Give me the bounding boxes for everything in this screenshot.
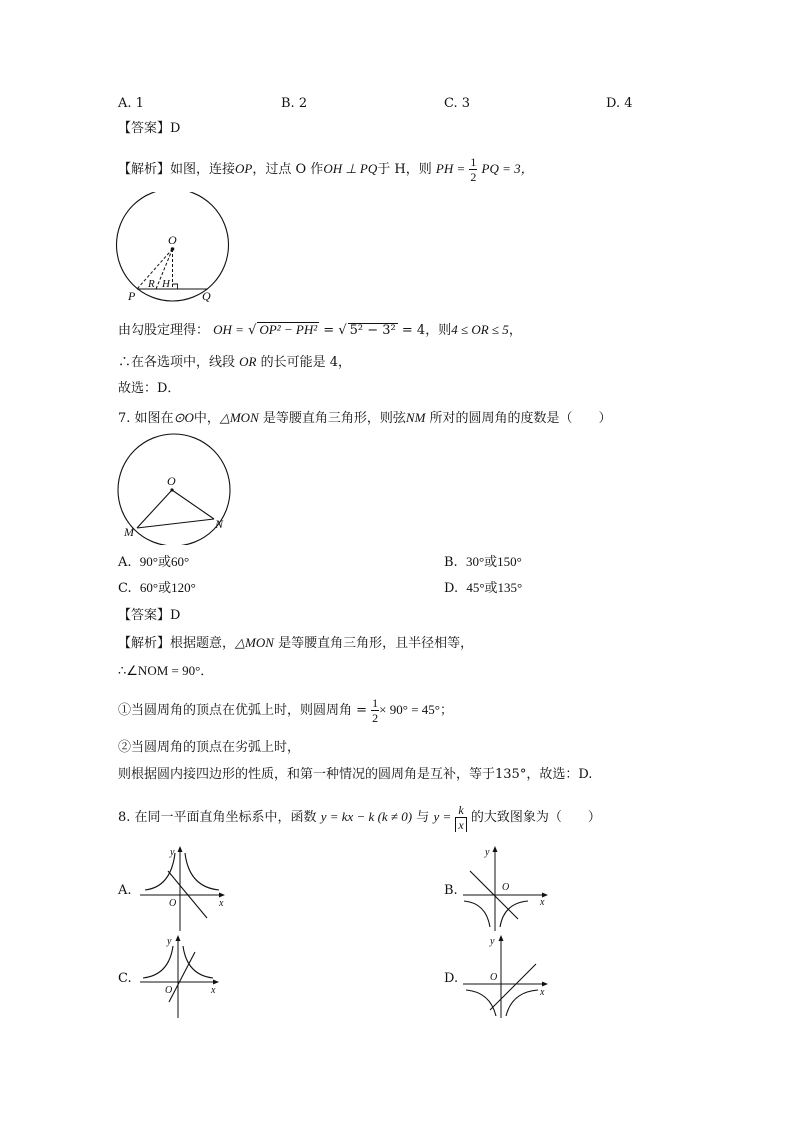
result: = 4 (401, 323, 426, 338)
math-circle: ⊙O (173, 410, 194, 425)
fraction-k-over-abs-x (455, 803, 466, 832)
fraction-numerator: k (455, 803, 466, 818)
text: ，则 (425, 323, 452, 338)
curve-left (143, 946, 173, 978)
right-angle-mark (173, 284, 178, 289)
math-linear-function: y = kx − k (k ≠ 0) (320, 809, 413, 824)
curve-left (466, 990, 496, 1016)
math-ph: PH = (435, 161, 466, 176)
q7-conclusion: 则根据圆内接四边形的性质，和第一种情况的圆周角是互补，等于135°，故选：D. (118, 767, 593, 782)
math-triangle: △MON (219, 410, 259, 425)
origin-label: O (165, 985, 173, 996)
curve-right (183, 946, 213, 978)
option-text: 90°或60° (139, 554, 190, 569)
fraction-numerator: 1 (470, 155, 477, 169)
q8-option-a-letter[interactable]: A. (118, 883, 132, 898)
sqrt-radicand-2: 5² − 3² (349, 323, 396, 338)
fraction-denominator (455, 818, 466, 832)
q7-option-b[interactable] (444, 555, 522, 569)
analysis-text: ，过点 O 作 (252, 162, 324, 177)
analysis-text: 如图，连接 (170, 162, 236, 177)
math-triangle: △MON (235, 635, 274, 650)
label-q: Q (202, 289, 211, 303)
text: 如图在 (134, 411, 174, 426)
label-h: H (162, 278, 170, 290)
text: ∴在各选项中，线段 (118, 355, 236, 370)
origin-label: O (490, 972, 498, 983)
text: 是等腰直角三角形，且半径相等， (278, 636, 474, 651)
q8-option-b-letter[interactable]: B. (444, 883, 458, 898)
sqrt-radicand-1: OP² − PH² (259, 322, 318, 337)
axis-y-label: y (167, 936, 172, 947)
axis-y-label: y (485, 847, 490, 858)
origin-label: O (169, 898, 177, 909)
curve-right (185, 853, 219, 890)
label-p: P (128, 289, 136, 303)
text: 在同一平面直角坐标系中，函数 (134, 810, 317, 825)
math-angle: ∴∠NOM = 90°． (118, 663, 214, 678)
axis-x-label: x (540, 987, 545, 998)
option-letter: B. (444, 555, 458, 570)
option-text: 45°或135° (466, 580, 523, 595)
option-letter: D. (444, 581, 459, 596)
q8-option-c-graph[interactable] (135, 932, 230, 1020)
q7-analysis (118, 636, 473, 650)
sqrt-symbol: √ (338, 323, 347, 338)
q6-option-b[interactable]: B. 2 (281, 96, 308, 111)
option-letter: C. (118, 581, 132, 596)
math-inequality: 4 ≤ OR ≤ 5 (451, 322, 509, 337)
math-nm: NM (405, 410, 426, 425)
math-oh: OH = (213, 322, 244, 337)
q6-circle-figure (115, 192, 235, 304)
math-pq: PQ = 3， (481, 161, 534, 176)
q6-option-a[interactable]: A. 1 (118, 96, 144, 111)
axis-x-label: x (540, 897, 545, 908)
q7-therefore (118, 664, 213, 678)
label-o: O (168, 233, 177, 247)
radius-om (137, 490, 172, 528)
text: 是等腰直角三角形，则弦 (262, 411, 406, 426)
fraction-half (469, 155, 477, 184)
option-text: 30°或150° (465, 554, 522, 569)
axis-x-label: x (211, 985, 216, 996)
option-text: 60°或120° (139, 580, 196, 595)
abs-x: x (455, 818, 466, 832)
label-r: R (148, 278, 155, 290)
circle-outline (118, 434, 230, 545)
q7-case2: ②当圆周角的顶点在劣弧上时， (118, 740, 301, 755)
fraction-denominator: 2 (470, 170, 477, 184)
math-op: OP (235, 161, 253, 176)
q6-therefore (118, 355, 351, 369)
q6-answer: 【答案】D (118, 121, 181, 136)
q7-option-a[interactable] (118, 555, 189, 569)
question-number: 7. (118, 411, 131, 426)
q8-option-d-letter[interactable]: D. (444, 971, 459, 986)
q8-stem (118, 800, 601, 835)
label-m: M (124, 525, 134, 539)
q7-circle-figure (115, 433, 237, 545)
axis-y-label: y (170, 847, 175, 858)
equals: = (323, 323, 335, 338)
fraction-half (371, 696, 379, 725)
q6-analysis (118, 155, 534, 184)
fraction-denominator: 2 (372, 711, 379, 725)
label-n: N (215, 517, 224, 531)
chord-mn (137, 519, 214, 528)
center-point (170, 488, 173, 491)
text: 的大致图象为（ ） (470, 810, 601, 825)
text: ①当圆周角的顶点在优弧上时，则圆周角 = (118, 703, 368, 718)
text: ， (508, 323, 522, 338)
label-o: O (167, 474, 176, 488)
q6-choose: 故选：D． (118, 381, 181, 396)
q8-option-a-graph[interactable] (135, 843, 230, 933)
curve-left (145, 853, 175, 890)
center-point (171, 247, 175, 251)
math-perp: OH ⊥ PQ (323, 161, 378, 176)
text: 由勾股定理得： (118, 323, 210, 338)
line-graph (169, 952, 195, 1002)
text: 中， (193, 411, 220, 426)
math-lhs: y = (433, 809, 452, 824)
analysis-text: 于 H，则 (377, 162, 432, 177)
curve-left (464, 901, 490, 927)
text: 根据题意， (170, 636, 236, 651)
q8-option-b-graph[interactable] (458, 843, 553, 933)
option-letter: A. (118, 555, 132, 570)
curve-right (506, 990, 538, 1016)
q7-case1 (118, 696, 453, 725)
question-number: 8. (118, 810, 131, 825)
q6-pythagoras-line (118, 322, 522, 337)
q7-option-d[interactable] (444, 581, 522, 595)
q8-option-c-letter[interactable]: C. (118, 971, 132, 986)
radius-on (172, 490, 214, 519)
q7-answer: 【答案】D (118, 608, 181, 623)
math-expression: × 90° = 45°； (379, 702, 453, 717)
sqrt-symbol: √ (248, 323, 257, 338)
q8-option-d-graph[interactable] (458, 932, 553, 1020)
axis-y-label: y (490, 936, 495, 947)
text: 与 (416, 810, 430, 825)
fraction-numerator: 1 (372, 696, 379, 710)
analysis-label: 【解析】 (118, 636, 171, 651)
text: 的长可能是 4， (260, 355, 352, 370)
text: 所对的圆周角的度数是（ ） (429, 411, 612, 426)
q7-option-c[interactable] (118, 581, 196, 595)
line-graph (490, 964, 536, 1010)
origin-label: O (502, 882, 510, 893)
math-or: OR (239, 354, 257, 369)
q6-option-c[interactable]: C. 3 (444, 96, 471, 111)
axis-x-label: x (219, 898, 224, 909)
q6-option-d[interactable]: D. 4 (606, 96, 633, 111)
q7-stem (118, 411, 612, 425)
analysis-label: 【解析】 (118, 162, 171, 177)
